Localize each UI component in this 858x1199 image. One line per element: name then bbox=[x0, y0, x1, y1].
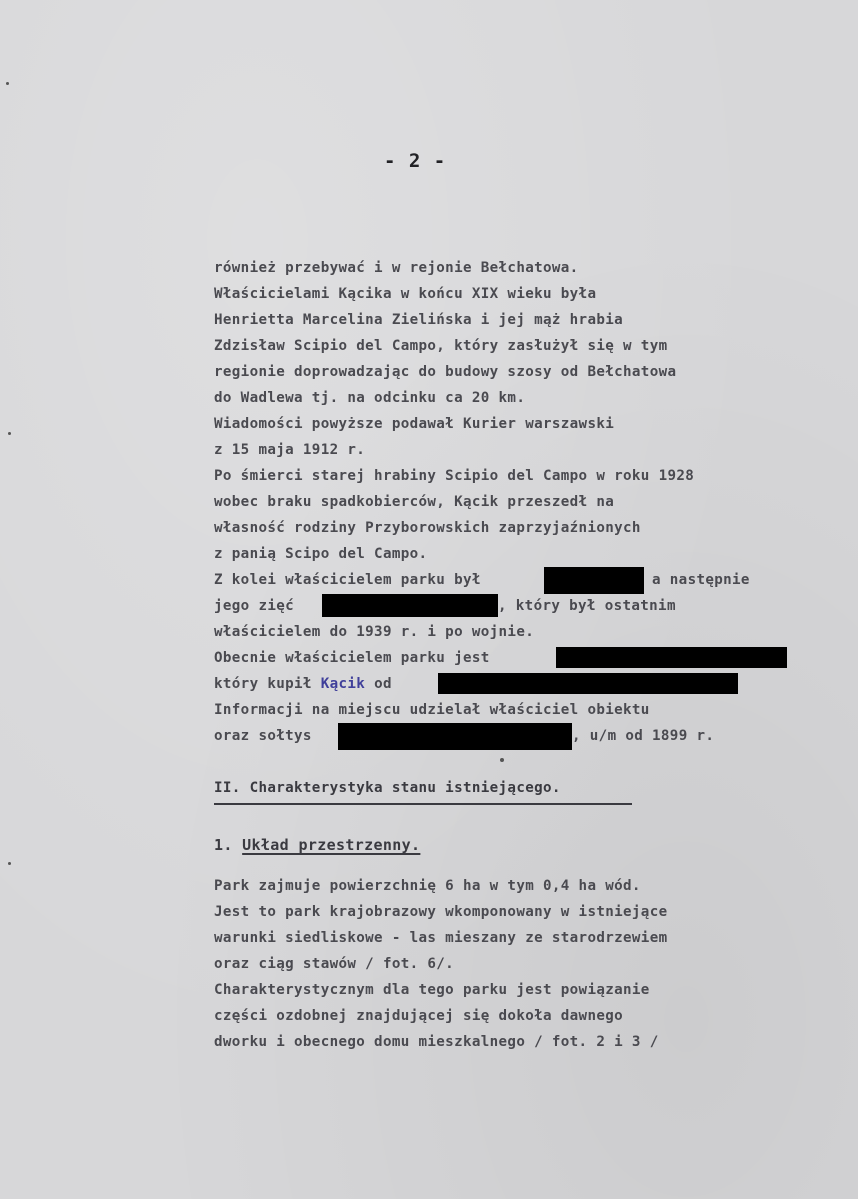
text-line: właścicielem do 1939 r. i po wojnie. bbox=[214, 624, 535, 640]
text-line-son-in-law-prefix: jego zięć bbox=[214, 598, 295, 614]
text-line: Wiadomości powyższe podawał Kurier warszawski bbox=[214, 416, 615, 432]
redaction-block bbox=[544, 567, 644, 594]
text-line: z panią Scipo del Campo. bbox=[214, 546, 428, 562]
page-number: - 2 - bbox=[384, 150, 447, 172]
paper-speck bbox=[6, 82, 9, 85]
text-line-current-owner: Obecnie właścicielem parku jest bbox=[214, 650, 490, 666]
text-line-soltys-suffix: , u/m od 1899 r. bbox=[572, 728, 715, 744]
text-line: dworku i obecnego domu mieszkalnego / fot. 2 i 3 / bbox=[214, 1034, 659, 1050]
text-line: Charakterystycznym dla tego parku jest powiązanie bbox=[214, 982, 650, 998]
text-line: również przebywać i w rejonie Bełchatowa. bbox=[214, 260, 579, 276]
subsection-number: 1. bbox=[214, 836, 243, 854]
redaction-block bbox=[338, 723, 572, 750]
section-heading: II. Charakterystyka stanu istniejącego. bbox=[214, 780, 561, 796]
paper-speck bbox=[8, 862, 11, 865]
text-line: Po śmierci starej hrabiny Scipio del Campo w roku 1928 bbox=[214, 468, 695, 484]
text-line: Jest to park krajobrazowy wkomponowany w istniejące bbox=[214, 904, 668, 920]
section-heading-underline bbox=[214, 803, 632, 805]
text-line: z 15 maja 1912 r. bbox=[214, 442, 366, 458]
bought-prefix: który kupił bbox=[214, 676, 321, 692]
bought-suffix: od bbox=[365, 676, 392, 692]
redaction-block bbox=[556, 647, 787, 668]
text-line-son-in-law-suffix: , który był ostatnim bbox=[498, 598, 676, 614]
text-line: wobec braku spadkobierców, Kącik przeszedł na bbox=[214, 494, 615, 510]
text-line: własność rodziny Przyborowskich zaprzyjaźnionych bbox=[214, 520, 641, 536]
text-line-bought bbox=[214, 674, 392, 694]
handwritten-correction: Kącik bbox=[320, 676, 366, 692]
text-line: części ozdobnej znajdującej się dokoła dawnego bbox=[214, 1008, 624, 1024]
subsection-heading bbox=[214, 835, 420, 855]
text-line-owner-suffix: a następnie bbox=[652, 572, 750, 588]
redaction-block bbox=[322, 594, 498, 617]
text-line: oraz ciąg stawów / fot. 6/. bbox=[214, 956, 455, 972]
text-line: do Wadlewa tj. na odcinku ca 20 km. bbox=[214, 390, 526, 406]
text-line-soltys-prefix: oraz sołtys bbox=[214, 728, 312, 744]
text-line: warunki siedliskowe - las mieszany ze starodrzewiem bbox=[214, 930, 668, 946]
text-line-owner-prefix: Z kolei właścicielem parku był bbox=[214, 572, 481, 588]
text-line: Henrietta Marcelina Zielińska i jej mąż hrabia bbox=[214, 312, 624, 328]
ink-speck bbox=[500, 758, 504, 762]
text-line: Park zajmuje powierzchnię 6 ha w tym 0,4 ha wód. bbox=[214, 878, 641, 894]
redaction-block bbox=[438, 673, 738, 694]
subsection-title: Układ przestrzenny. bbox=[242, 836, 421, 854]
paper-speck bbox=[8, 432, 11, 435]
text-line: Zdzisław Scipio del Campo, który zasłużył się w tym bbox=[214, 338, 668, 354]
text-line: regionie doprowadzając do budowy szosy od Bełchatowa bbox=[214, 364, 677, 380]
text-line: Właścicielami Kącika w końcu XIX wieku była bbox=[214, 286, 597, 302]
text-line: Informacji na miejscu udzielał właściciel obiektu bbox=[214, 702, 650, 718]
